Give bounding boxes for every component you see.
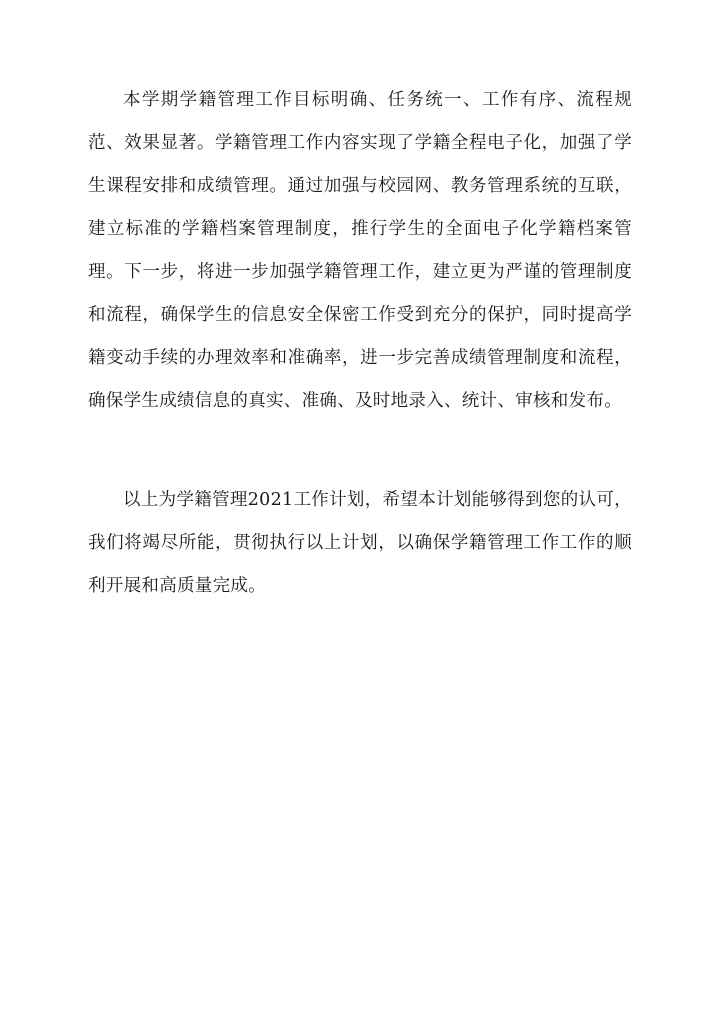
body-paragraph-2: 以上为学籍管理2021工作计划，希望本计划能够得到您的认可，我们将竭尽所能，贯彻执行以上计划，以确保学籍管理工作工作的顺利开展和高质量完成。 [88, 490, 632, 596]
body-paragraph-1: 本学期学籍管理工作目标明确、任务统一、工作有序、流程规范、效果显著。学籍管理工作内容实现了学籍全程电子化，加强了学生课程安排和成绩管理。通过加强与校园网、教务管理系统的互联，建立标准的学籍档案管理制度，推行学生的全面电子化学籍档案管理。下一步，将进一步加强学籍管理工作，建立更为严谨的管理制度和流程，确保学生的信息安全保密工作受到充分的保护，同时提高学籍变动手续的办理效率和准确率，进一步完善成绩管理制度和流程，确保学生成绩信息的真实、准确、及时地录入、统计、审核和发布。 [88, 90, 632, 411]
